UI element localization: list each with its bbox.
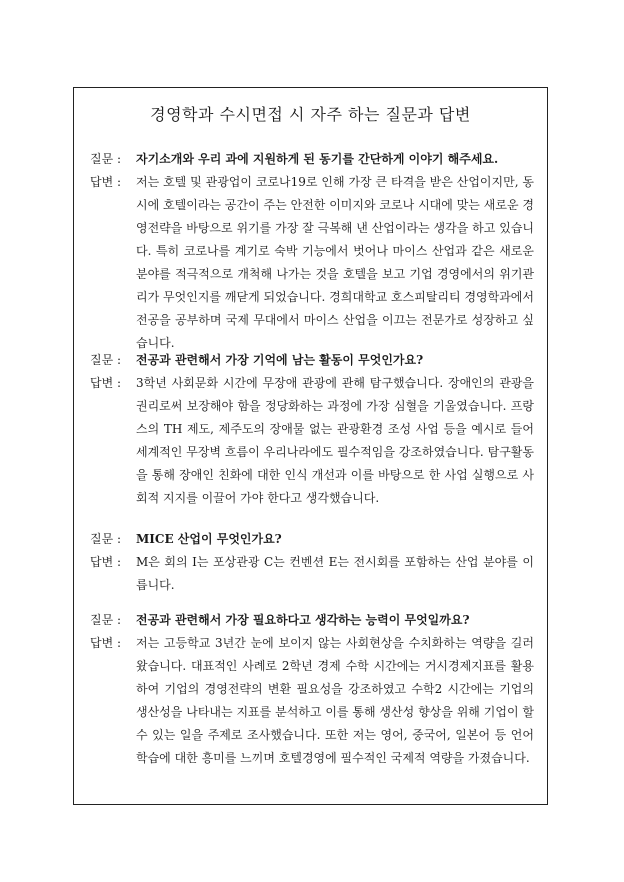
question-row <box>90 609 534 632</box>
qa-item <box>90 528 534 597</box>
qa-item <box>90 349 534 510</box>
answer-text: M은 회의 I는 포상관광 C는 컨벤션 E는 전시회를 포함하는 산업 분야를 이릅니다. <box>136 555 534 592</box>
question-text: MICE 산업이 무엇인가요? <box>136 532 282 546</box>
qa-item <box>90 148 534 355</box>
question-label: 질문 : <box>90 152 122 166</box>
question-row <box>90 528 534 551</box>
question-label: 질문 : <box>90 532 122 546</box>
question-text: 전공과 관련해서 가장 필요하다고 생각하는 능력이 무엇일까요? <box>136 613 470 627</box>
answer-row <box>90 632 534 770</box>
answer-text: 저는 호텔 및 관광업이 코로나19로 인해 가장 큰 타격을 받은 산업이지만, 동시에 호텔이라는 공간이 주는 안전한 이미지와 코로나 시대에 맞는 새로운 경영전략을 바탕으로 위기를 가장 잘 극복해 낸 산업이라는 생각을 하고 있습니다. 특히 코로나를 계기로 숙박 기능에서 벗어나 마이스 산업과 같은 새로운 분야를 적극적으로 개척해 나가는 것을 호텔을 보고 기업 경영에서의 위기관리가 무엇인지를 깨닫게 되었습니다. 경희대학교 호스피탈리티 경영학과에서 전공을 공부하며 국제 무대에서 마이스 산업을 이끄는 전문가로 성장하고 싶습니다. <box>136 175 534 350</box>
question-text: 전공과 관련해서 가장 기억에 남는 활동이 무엇인가요? <box>136 353 424 367</box>
answer-row <box>90 551 534 597</box>
answer-label: 답변 : <box>90 636 122 650</box>
page-title: 경영학과 수시면접 시 자주 하는 질문과 답변 <box>150 105 471 124</box>
question-row <box>90 148 534 171</box>
question-label: 질문 : <box>90 353 122 367</box>
question-row <box>90 349 534 372</box>
qa-item <box>90 609 534 770</box>
question-text: 자기소개와 우리 과에 지원하게 된 동기를 간단하게 이야기 해주세요. <box>136 152 499 166</box>
answer-row <box>90 171 534 355</box>
question-label: 질문 : <box>90 613 122 627</box>
document-frame <box>73 87 548 805</box>
answer-text: 저는 고등학교 3년간 눈에 보이지 않는 사회현상을 수치화하는 역량을 길러왔습니다. 대표적인 사례로 2학년 경제 수학 시간에는 거시경제지표를 활용하여 기업의 경영전략의 변환 필요성을 강조하였고 수학2 시간에는 기업의 생산성을 나타내는 지표를 분석하고 이를 통해 생산성 향상을 위해 기업이 할 수 있는 일을 주제로 조사했습니다. 또한 저는 영어, 중국어, 일본어 등 언어 학습에 대한 흥미를 느끼며 호텔경영에 필수적인 국제적 역량을 가졌습니다. <box>136 636 534 765</box>
answer-label: 답변 : <box>90 376 122 390</box>
answer-label: 답변 : <box>90 175 122 189</box>
answer-label: 답변 : <box>90 555 122 569</box>
answer-text: 3학년 사회문화 시간에 무장애 관광에 관해 탐구했습니다. 장애인의 관광을 권리로써 보장해야 함을 정당화하는 과정에 가장 심혈을 기울였습니다. 프랑스의 TH 제도, 제주도의 장애물 없는 관광환경 조성 사업 등을 예시로 들어 세계적인 무장벽 흐름이 우리나라에도 필수적임을 강조하였습니다. 탐구활동을 통해 장애인 친화에 대한 인식 개선과 이를 바탕으로 한 사업 실행으로 사회적 지지를 이끌어 가야 한다고 생각했습니다. <box>136 376 534 505</box>
answer-row <box>90 372 534 510</box>
